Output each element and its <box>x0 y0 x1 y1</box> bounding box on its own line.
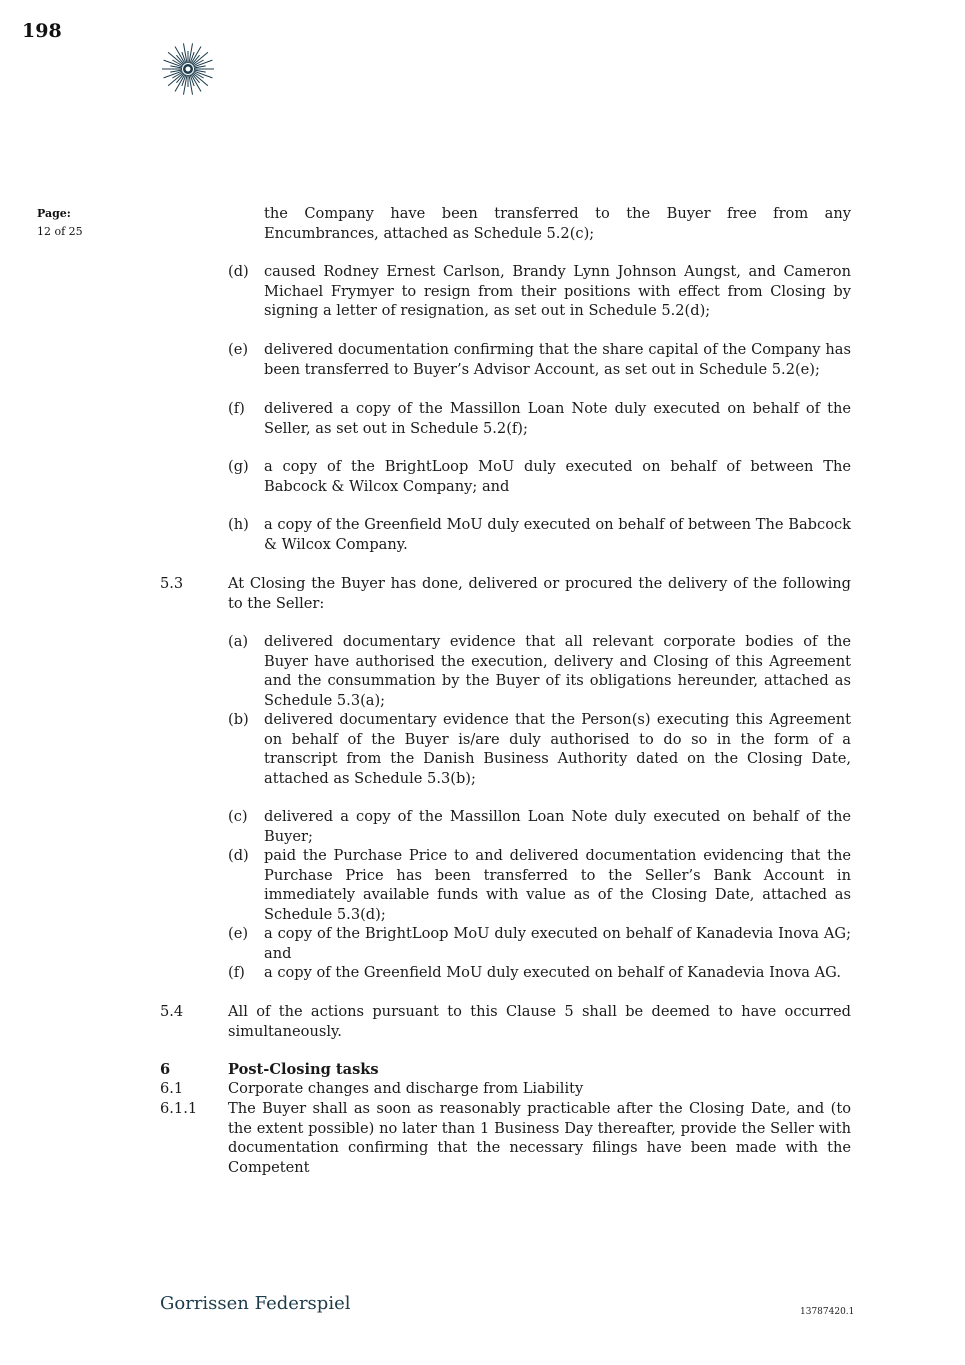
item-marker: (c) <box>228 808 248 825</box>
item-5-3-e: a copy of the BrightLoop MoU duly executed on behalf of Kanadevia Inova AG; and <box>264 925 851 962</box>
item-marker: (e) <box>228 341 249 358</box>
clause-5-4-text: All of the actions pursuant to this Clause 5 shall be deemed to have occurred simultaneously. <box>228 1003 851 1040</box>
starburst-ray <box>168 52 183 65</box>
page-number: 198 <box>22 20 62 42</box>
item-marker: (d) <box>228 847 249 864</box>
starburst-ray <box>191 46 201 63</box>
starburst-ray <box>193 52 208 65</box>
item-marker: (e) <box>228 925 249 942</box>
item-5-2-e: delivered documentation confirming that the share capital of the Company has been transferred to Buyer’s Advisor Account, as set out in Schedule 5.2(e); <box>264 341 851 378</box>
footer-brand: Gorrissen Federspiel <box>160 1293 351 1314</box>
item-5-3-f: a copy of the Greenfield MoU duly executed on behalf of Kanadevia Inova AG. <box>264 964 841 981</box>
starburst-icon <box>158 42 218 96</box>
subsection-number: 6.1 <box>160 1080 184 1097</box>
item-marker: (a) <box>228 633 249 650</box>
starburst-ray <box>191 74 201 91</box>
item-5-2-d: caused Rodney Ernest Carlson, Brandy Lynn Johnson Aungst, and Cameron Michael Frymyer to resign from their positions with effect from Closing by signing a letter of resignation, as set out in Schedule 5.2(d); <box>264 263 851 319</box>
item-5-3-b: delivered documentary evidence that the Person(s) executing this Agreement on behalf of the Buyer is/are duly authorised to do so in the form of a transcript from the Danish Business Authority dated on the Closing Date, attached as Schedule 5.3(b); <box>264 711 851 787</box>
clause-number: 5.3 <box>160 575 184 592</box>
starburst-ray <box>175 74 185 91</box>
item-5-2-c-continuation: the Company have been transferred to the Buyer free from any Encumbrances, attached as Schedule 5.2(c); <box>264 205 851 242</box>
starburst-ray <box>193 73 208 86</box>
item-marker: (g) <box>228 458 249 475</box>
section-number: 6 <box>160 1061 171 1078</box>
item-5-3-c: delivered a copy of the Massillon Loan Note duly executed on behalf of the Buyer; <box>264 808 851 845</box>
paragraph-number: 6.1.1 <box>160 1100 198 1117</box>
item-5-3-a: delivered documentary evidence that all relevant corporate bodies of the Buyer have authorised the execution, delivery and Closing of this Agreement and the consummation by the Buyer of its obligations hereunder, attached as Schedule 5.3(a); <box>264 633 851 709</box>
section-title: Post-Closing tasks <box>228 1061 379 1078</box>
page-count: 12 of 25 <box>37 225 83 238</box>
item-marker: (d) <box>228 263 249 280</box>
starburst-ray <box>168 73 183 86</box>
item-marker: (f) <box>228 964 245 981</box>
item-5-3-d: paid the Purchase Price to and delivered documentation evidencing that the Purchase Price has been transferred to the Seller’s Bank Account in immediately available funds with value as of the Closing Date, attached as Schedule 5.3(d); <box>264 847 851 923</box>
clause-number: 5.4 <box>160 1003 184 1020</box>
item-marker: (h) <box>228 516 249 533</box>
item-5-2-g: a copy of the BrightLoop MoU duly executed on behalf of between The Babcock & Wilcox Company; and <box>264 458 851 495</box>
item-marker: (b) <box>228 711 249 728</box>
page-label: Page: <box>37 207 71 220</box>
item-5-2-h: a copy of the Greenfield MoU duly executed on behalf of between The Babcock & Wilcox Company. <box>264 516 851 553</box>
item-5-2-f: delivered a copy of the Massillon Loan Note duly executed on behalf of the Seller, as set out in Schedule 5.2(f); <box>264 400 851 437</box>
subsection-title: Corporate changes and discharge from Liability <box>228 1080 584 1097</box>
paragraph-6-1-1-text: The Buyer shall as soon as reasonably practicable after the Closing Date, and (to the extent possible) no later than 1 Business Day thereafter, provide the Seller with documentation confirming that the necessary filings have been made with the Competent <box>228 1100 851 1176</box>
item-marker: (f) <box>228 400 245 417</box>
clause-5-3-text: At Closing the Buyer has done, delivered or procured the delivery of the following to the Seller: <box>228 575 851 612</box>
document-reference: 13787420.1 <box>800 1307 855 1317</box>
starburst-ray <box>175 46 185 63</box>
